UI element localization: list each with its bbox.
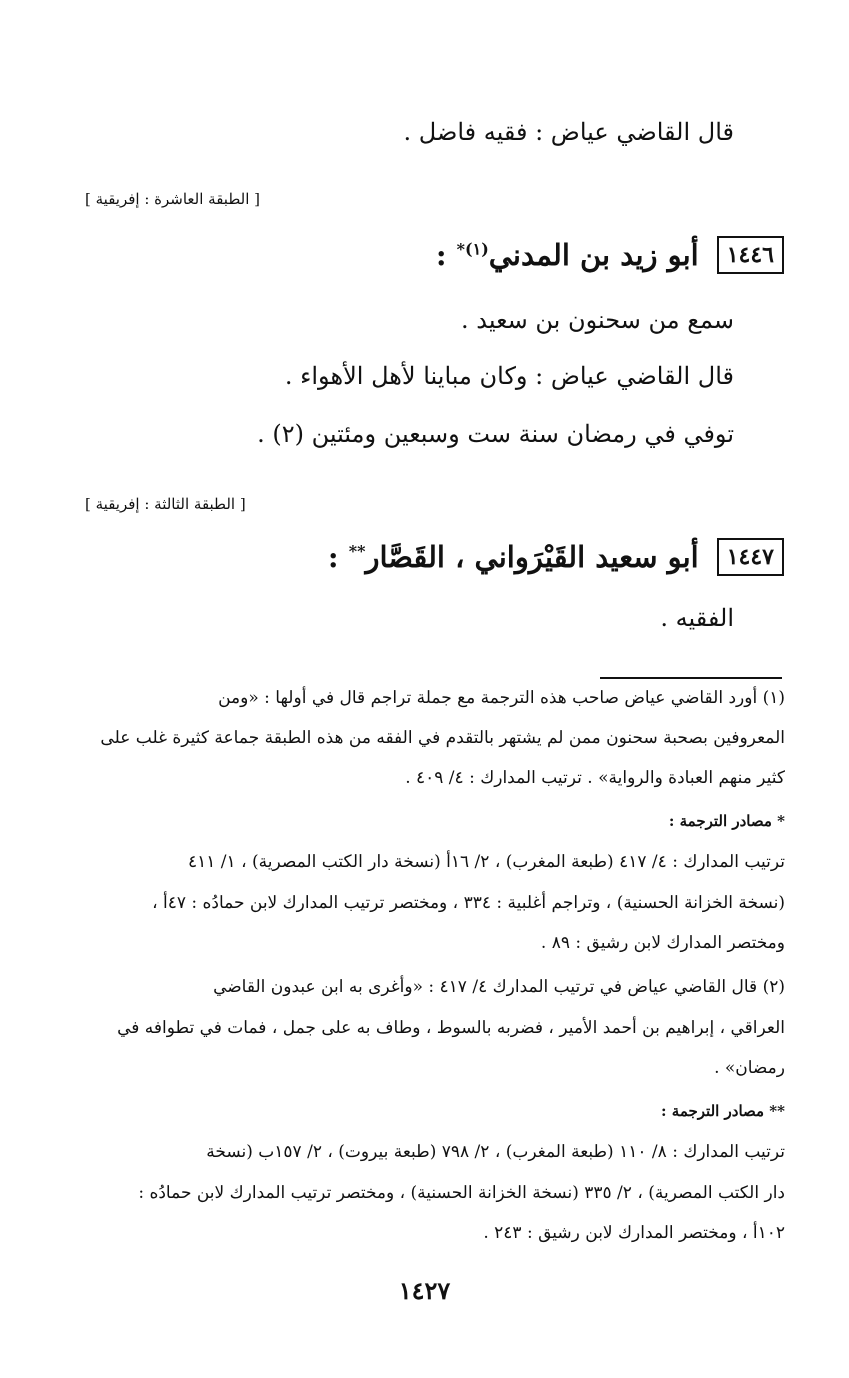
entry-line: توفي في رمضان سنة ست وسبعين ومئتين (٢) . xyxy=(257,420,734,448)
entry-line: الفقيه . xyxy=(660,604,734,632)
footnote-line: (١) أورد القاضي عياض صاحب هذه الترجمة مع جملة تراجم قال في أولها : «ومن xyxy=(218,688,785,708)
footnote-line: رمضان» . xyxy=(714,1058,785,1078)
entry-tag-1447: [ الطبقة الثالثة : إفريقية ] xyxy=(85,495,246,513)
entry-name-text: أبو زيد بن المدني xyxy=(488,238,699,272)
entry-line: قال القاضي عياض : وكان مباينا لأهل الأهواء . xyxy=(284,362,734,390)
entry-number-1446: ١٤٤٦ xyxy=(717,236,784,274)
footnote-line: (٢) قال القاضي عياض في ترتيب المدارك ٤/ ٤١٧ : «وأغرى به ابن عبدون القاضي xyxy=(213,977,785,997)
sources-line: (نسخة الخزانة الحسنية) ، وتراجم أغلبية : ٣٣٤ ، ومختصر ترتيب المدارك لابن حمادُه : ٤٧أ ، xyxy=(152,893,785,913)
entry-colon: : xyxy=(435,238,447,272)
sources-line: ترتيب المدارك : ٤/ ٤١٧ (طبعة المغرب) ، ٢/ ١٦أ (نسخة دار الكتب المصرية) ، ١/ ٤١١ xyxy=(188,852,785,872)
intro-line: قال القاضي عياض : فقيه فاضل . xyxy=(403,118,734,146)
footnote-marker: ** xyxy=(348,541,366,561)
sources-line: ومختصر المدارك لابن رشيق : ٨٩ . xyxy=(540,933,785,953)
entry-tag-1446: [ الطبقة العاشرة : إفريقية ] xyxy=(85,190,260,208)
sources-line: دار الكتب المصرية) ، ٢/ ٣٣٥ (نسخة الخزانة الحسنية) ، ومختصر ترتيب المدارك لابن حمادُه : xyxy=(138,1183,785,1203)
entry-heading-1447 xyxy=(328,538,784,576)
entry-heading-1446 xyxy=(436,236,784,274)
sources-heading: * مصادر الترجمة : xyxy=(668,812,785,830)
entry-line: سمع من سحنون بن سعيد . xyxy=(461,306,734,334)
page-number: ١٤٢٧ xyxy=(398,1276,451,1305)
footnote-line: المعروفين بصحبة سحنون ممن لم يشتهر بالتقدم في الفقه من هذه الطبقة جماعة كثيرة غلب على xyxy=(100,728,785,748)
footnote-rule xyxy=(600,677,782,679)
entry-number-1447: ١٤٤٧ xyxy=(717,538,784,576)
footnote-line: العراقي ، إبراهيم بن أحمد الأمير ، فضربه بالسوط ، وطاف به على جمل ، فمات في تطوافه في xyxy=(117,1018,785,1038)
footnote-line: كثير منهم العبادة والرواية» . ترتيب المدارك : ٤/ ٤٠٩ . xyxy=(405,768,785,788)
entry-name-1446 xyxy=(436,238,699,272)
sources-heading: ** مصادر الترجمة : xyxy=(661,1102,785,1120)
sources-line: ترتيب المدارك : ٨/ ١١٠ (طبعة المغرب) ، ٢/ ٧٩٨ (طبعة بيروت) ، ٢/ ١٥٧ب (نسخة xyxy=(206,1142,785,1162)
entry-name-1447 xyxy=(328,540,699,574)
sources-line: ١٠٢أ ، ومختصر المدارك لابن رشيق : ٢٤٣ . xyxy=(483,1223,785,1243)
footnote-marker: (١)* xyxy=(456,239,489,259)
entry-name-text: أبو سعيد القَيْرَواني ، القَصَّار xyxy=(365,540,699,574)
entry-colon: : xyxy=(327,540,339,574)
